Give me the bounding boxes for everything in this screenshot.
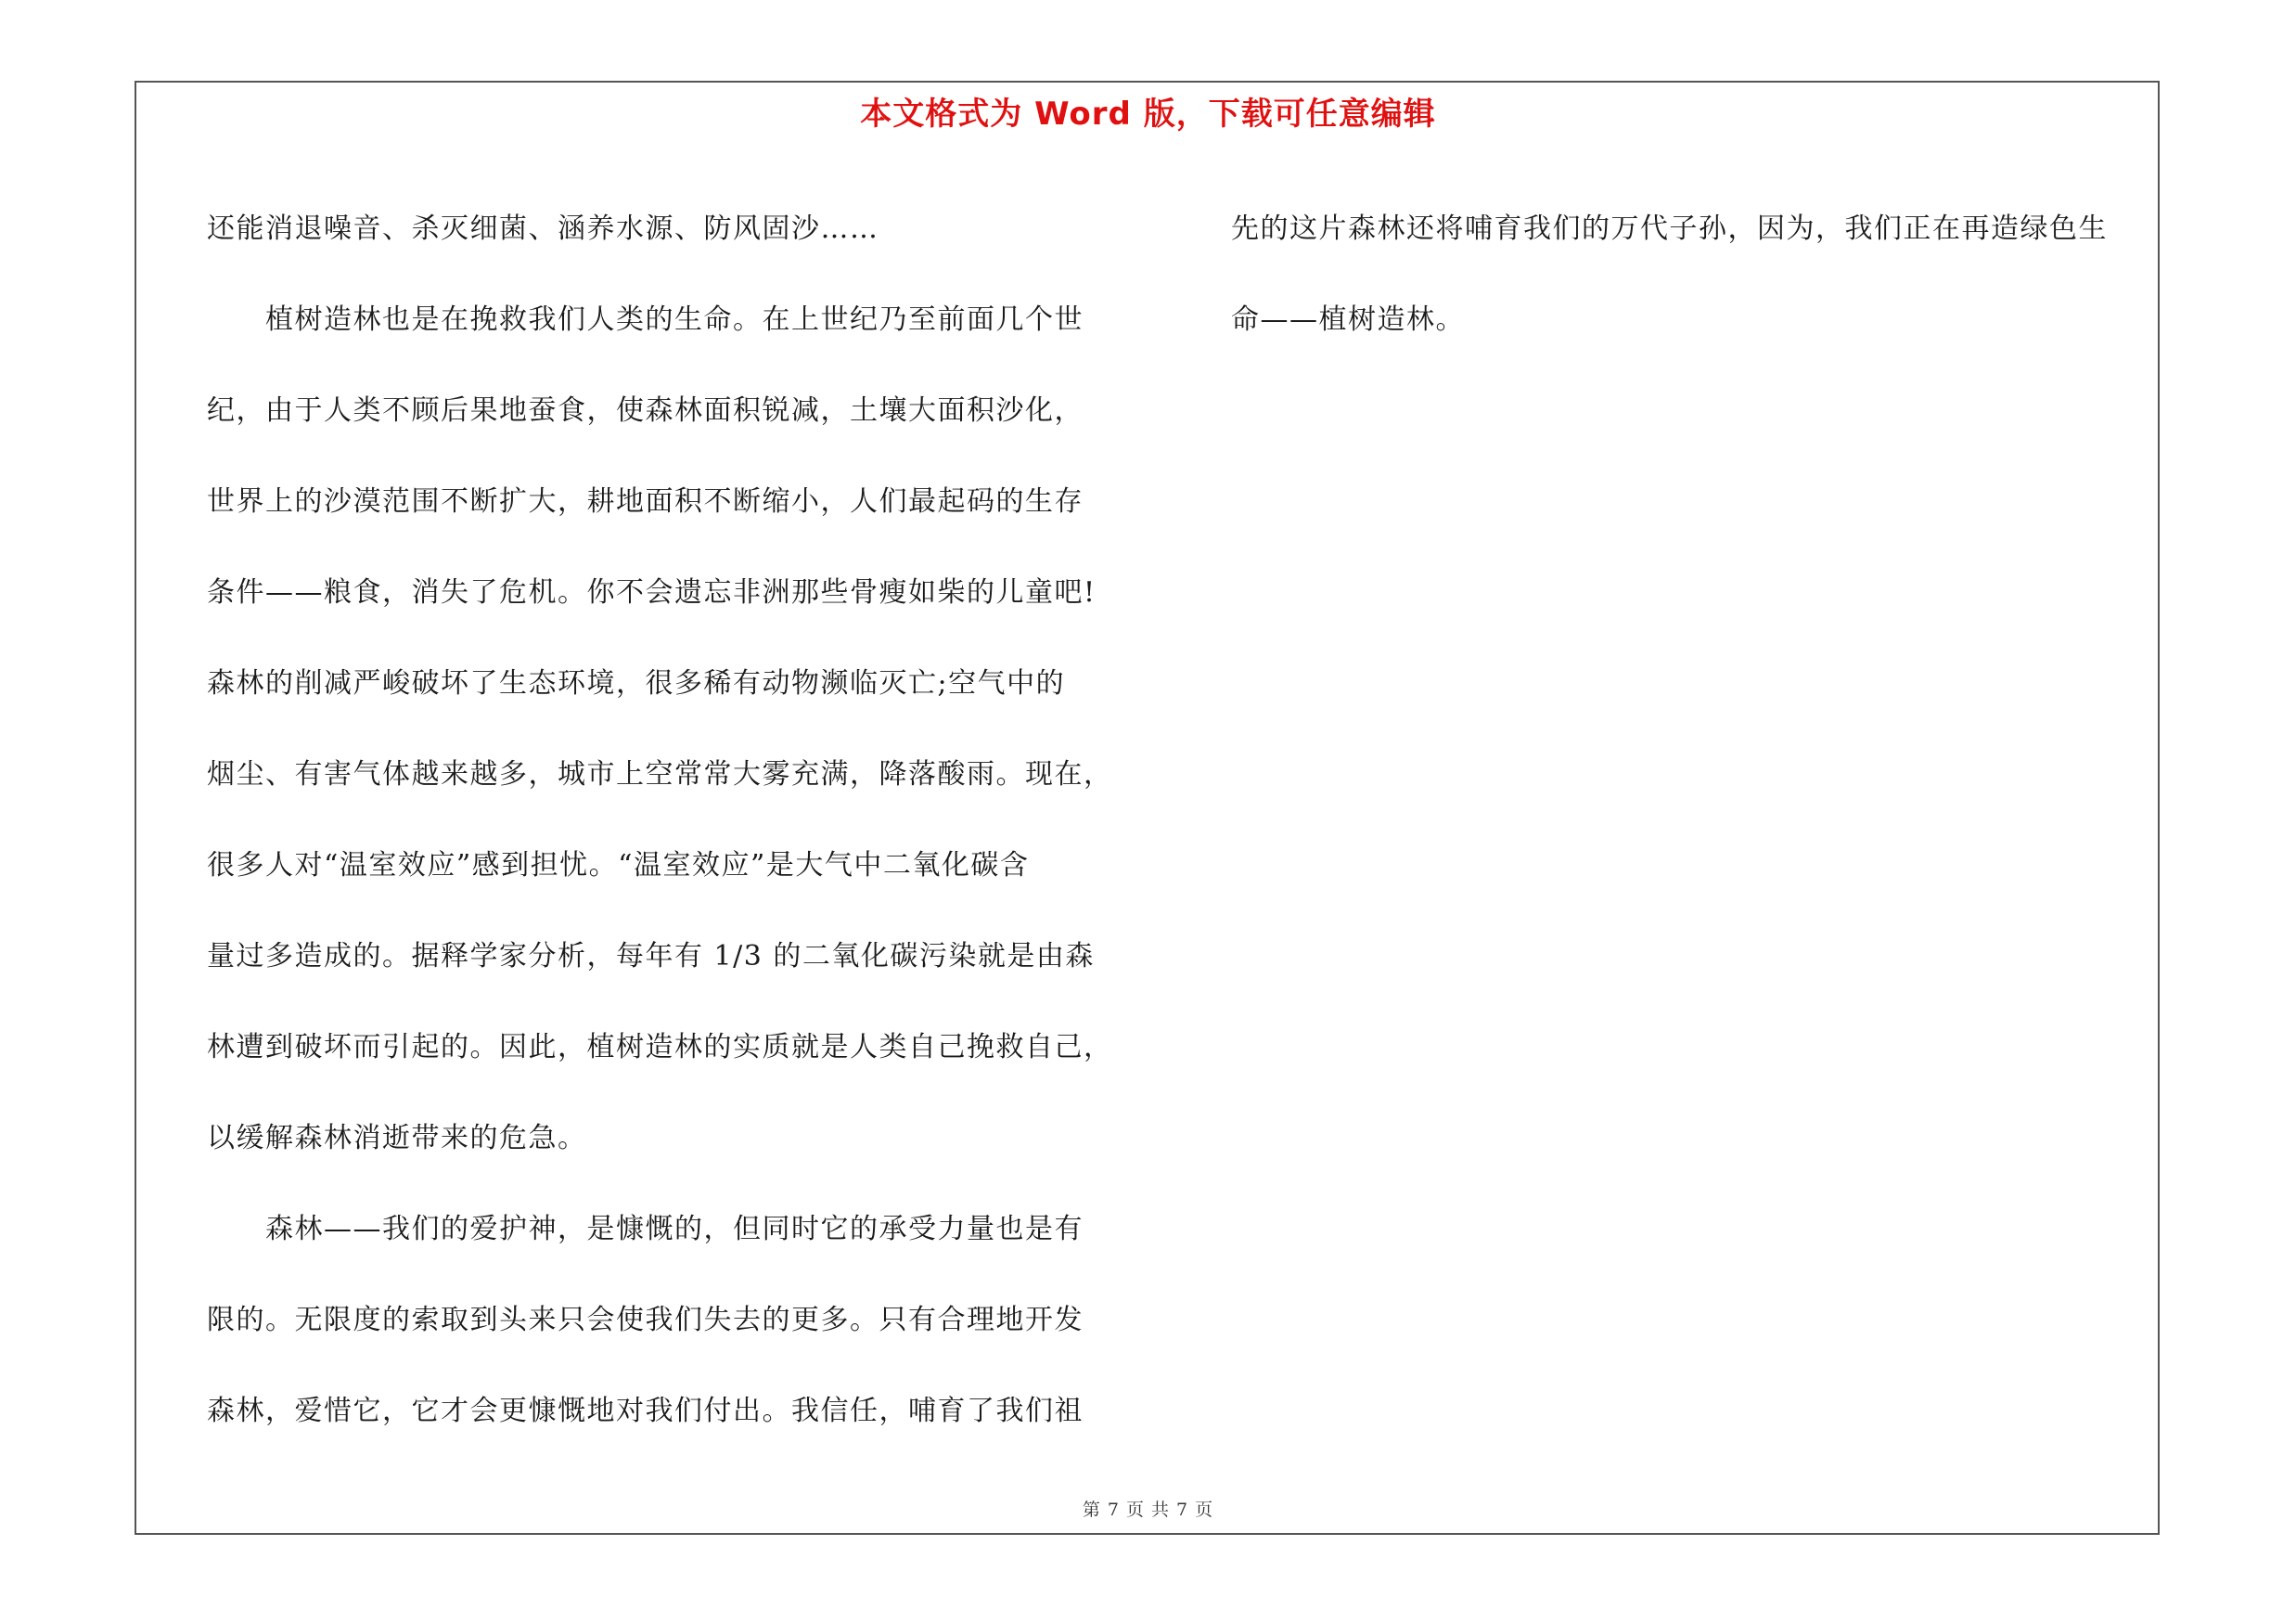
text-line: 林遭到破坏而引起的。因此，植树造林的实质就是人类自己挽救自己， [207, 1031, 1113, 1063]
right-text-column [1231, 184, 2149, 366]
text-line: 量过多造成的。据释学家分析，每年有 1/3 的二氧化碳污染就是由森 [207, 940, 1095, 973]
page-number-footer: 第 7 页 共 7 页 [1082, 1500, 1214, 1520]
left-text-column [207, 184, 1135, 1457]
text-line: 命——植树造林。 [1231, 303, 1465, 336]
text-line: 森林的削减严峻破坏了生态环境，很多稀有动物濒临灭亡;空气中的 [207, 667, 1066, 700]
text-line: 世界上的沙漠范围不断扩大，耕地面积不断缩小，人们最起码的生存 [207, 485, 1084, 518]
text-line: 条件——粮食，消失了危机。你不会遗忘非洲那些骨瘦如柴的儿童吧! [207, 576, 1097, 609]
format-banner: 本文格式为 Word 版，下载可任意编辑 [860, 96, 1436, 133]
text-line: 植树造林也是在挽救我们人类的生命。在上世纪乃至前面几个世 [207, 303, 1084, 336]
text-line: 森林——我们的爱护神，是慷慨的，但同时它的承受力量也是有 [207, 1213, 1084, 1245]
text-line: 很多人对“温室效应”感到担忧。“温室效应”是大气中二氧化碳含 [207, 849, 1030, 882]
text-line: 烟尘、有害气体越来越多，城市上空常常大雾充满，降落酸雨。现在， [207, 758, 1113, 791]
text-line: 纪，由于人类不顾后果地蚕食，使森林面积锐减，土壤大面积沙化， [207, 394, 1084, 427]
text-line: 森林，爱惜它，它才会更慷慨地对我们付出。我信任，哺育了我们祖 [207, 1395, 1084, 1427]
text-line: 限的。无限度的索取到头来只会使我们失去的更多。只有合理地开发 [207, 1304, 1084, 1336]
text-line: 还能消退噪音、杀灭细菌、涵养水源、防风固沙…… [207, 213, 879, 245]
text-line: 以缓解森林消逝带来的危急。 [207, 1122, 587, 1154]
text-line: 先的这片森林还将哺育我们的万代子孙，因为，我们正在再造绿色生 [1231, 213, 2108, 245]
